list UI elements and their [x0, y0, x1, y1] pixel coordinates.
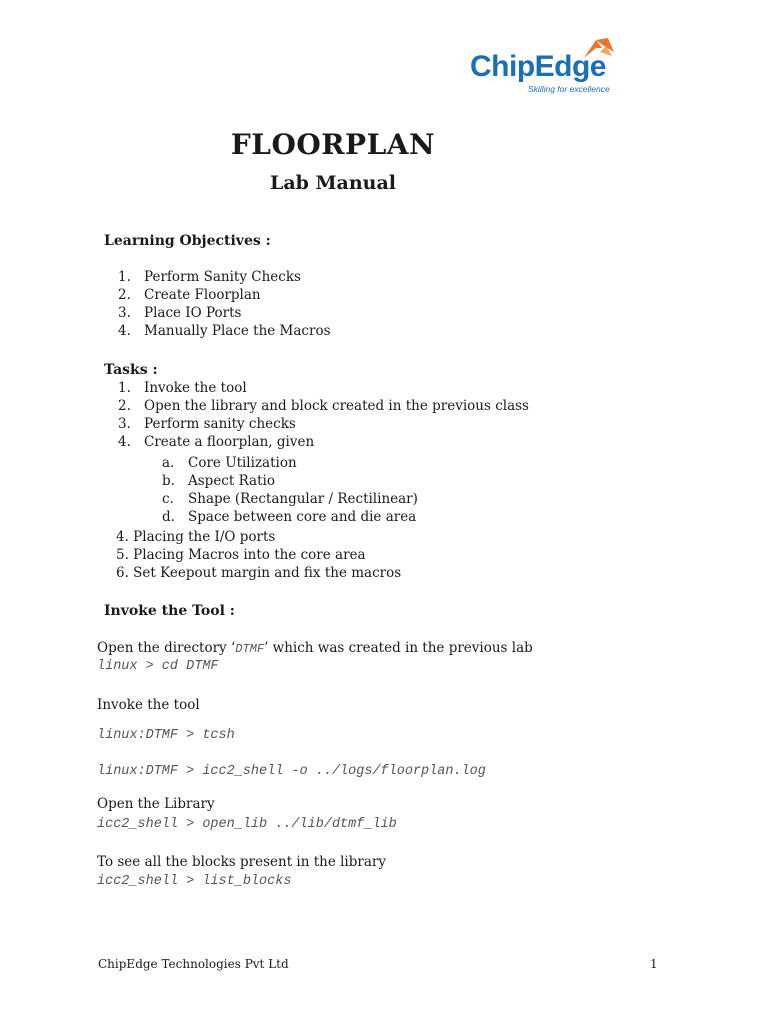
invoke-paragraph-directory — [97, 639, 533, 658]
invoke-paragraph-blocks: To see all the blocks present in the library — [97, 854, 386, 870]
list-item: 4. Placing the I/O ports — [116, 529, 276, 545]
objectives-heading: Learning Objectives : — [104, 233, 271, 249]
list-item: 2. Create Floorplan — [118, 287, 261, 303]
list-item: 3. Place IO Ports — [118, 305, 242, 321]
list-item: d. Space between core and die area — [162, 509, 417, 525]
command-cd: linux > cd DTMF — [97, 659, 219, 674]
list-item: 3. Perform sanity checks — [118, 416, 296, 432]
footer-company: ChipEdge Technologies Pvt Ltd — [98, 957, 289, 971]
list-item: 5. Placing Macros into the core area — [116, 547, 366, 563]
tasks-list — [118, 379, 529, 451]
company-logo — [468, 36, 618, 96]
list-item: 1. Perform Sanity Checks — [118, 269, 301, 285]
list-item: b. Aspect Ratio — [162, 473, 275, 489]
tasks-heading: Tasks : — [104, 362, 158, 378]
inline-code: DTMF — [235, 642, 265, 656]
invoke-heading: Invoke the Tool : — [104, 603, 235, 619]
logo-tagline: Skilling for excellence — [528, 84, 610, 94]
list-item: 4. Manually Place the Macros — [118, 323, 331, 339]
command-tcsh: linux:DTMF > tcsh — [97, 728, 235, 743]
list-item: a. Core Utilization — [162, 455, 297, 471]
objectives-list — [118, 268, 331, 340]
text-segment: ’ which was created in the previous lab — [264, 640, 533, 656]
footer-page-number: 1 — [650, 957, 658, 971]
invoke-paragraph-library: Open the Library — [97, 796, 215, 812]
list-item: 4. Create a floorplan, given — [118, 434, 315, 450]
text-segment: Open the directory ‘ — [97, 640, 236, 656]
command-list-blocks: icc2_shell > list_blocks — [97, 874, 292, 889]
command-icc2-shell: linux:DTMF > icc2_shell -o ../logs/floorplan.log — [97, 764, 486, 779]
list-item: c. Shape (Rectangular / Rectilinear) — [162, 491, 418, 507]
tasks-sublist — [162, 454, 418, 526]
logo-wordmark: ChipEdge — [470, 50, 606, 83]
page-title: FLOORPLAN — [230, 128, 436, 161]
list-item: 1. Invoke the tool — [118, 380, 247, 396]
list-item: 6. Set Keepout margin and fix the macros — [116, 565, 402, 581]
page-subtitle: Lab Manual — [269, 172, 397, 194]
tasks-extra-list — [116, 528, 401, 582]
command-open-lib: icc2_shell > open_lib ../lib/dtmf_lib — [97, 817, 397, 832]
invoke-paragraph-tool: Invoke the tool — [97, 697, 200, 713]
list-item: 2. Open the library and block created in the previous class — [118, 398, 529, 414]
